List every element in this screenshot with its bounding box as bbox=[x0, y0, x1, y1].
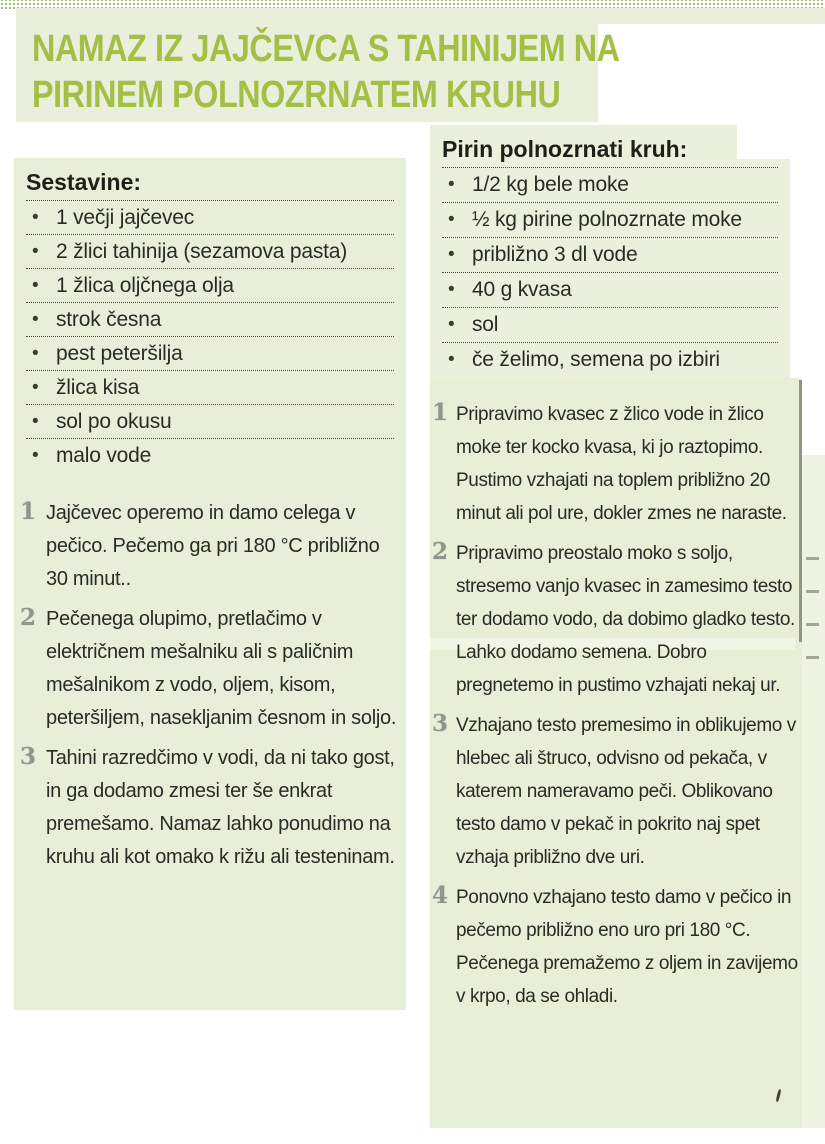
bread-ingredients-header: Pirin polnozrnati kruh: bbox=[442, 133, 778, 168]
bleed-dash bbox=[806, 623, 819, 626]
ingredient-text: pest peteršilja bbox=[56, 341, 183, 365]
page-bleed-strip bbox=[802, 455, 825, 1128]
bullet-icon: • bbox=[32, 376, 39, 398]
bread-ingredients-panel bbox=[430, 125, 790, 377]
bullet-icon: • bbox=[32, 444, 39, 466]
ingredient-text: 40 g kvasa bbox=[472, 278, 572, 301]
ingredient-row bbox=[26, 235, 394, 269]
step-item bbox=[16, 742, 406, 874]
spread-ingredients-header: Sestavine: bbox=[26, 166, 394, 201]
bullet-icon: • bbox=[448, 174, 455, 195]
ingredient-text: 1 žlica oljčnega olja bbox=[56, 273, 234, 297]
step-text: Pripravimo preostalo moko s soljo, stresemo vanjo kvasec in zamesimo testo ter dodamo vodo, da dobimo gladko testo. Lahko dodamo semena. Dobro pregnetemo in pustimo vzhajati nekaj ur. bbox=[456, 543, 795, 696]
bullet-icon: • bbox=[32, 410, 39, 432]
bullet-icon: • bbox=[448, 209, 455, 230]
ingredient-row bbox=[26, 201, 394, 235]
step-number: 3 bbox=[20, 743, 37, 770]
step-number: 3 bbox=[432, 710, 449, 737]
ingredient-text: sol po okusu bbox=[56, 409, 172, 433]
bullet-icon: • bbox=[448, 349, 455, 370]
ingredient-text: sol bbox=[472, 313, 499, 336]
bullet-icon: • bbox=[448, 279, 455, 300]
recipe-title-line-1: NAMAZ IZ JAJČEVCA S TAHINIJEM NA bbox=[32, 28, 620, 70]
ingredient-row bbox=[26, 371, 394, 405]
step-number: 1 bbox=[20, 498, 37, 525]
bread-steps-list bbox=[432, 398, 800, 1020]
step-item bbox=[432, 881, 800, 1013]
step-text: Jajčevec operemo in damo celega v pečico. Pečemo ga pri 180 °C približno 30 minut.. bbox=[46, 502, 380, 590]
ingredient-row bbox=[26, 439, 394, 472]
step-text: Vzhajano testo premesimo in oblikujemo v hlebec ali štruco, odvisno od pekača, v katerem nameravamo peči. Oblikovano testo damo v pekač in pokrito naj spet vzhaja približno dve uri. bbox=[456, 715, 796, 868]
spread-ingredients-panel bbox=[14, 158, 406, 472]
ingredient-text: malo vode bbox=[56, 443, 152, 467]
step-number: 1 bbox=[432, 399, 449, 426]
ingredient-text: ½ kg pirine polnozrnate moke bbox=[472, 208, 742, 231]
step-item bbox=[432, 709, 800, 874]
ingredient-row bbox=[442, 203, 778, 238]
bleed-dash bbox=[806, 590, 819, 593]
ingredient-row bbox=[442, 343, 778, 377]
ingredient-row bbox=[26, 337, 394, 371]
step-text: Pečenega olupimo, pretlačimo v električnem mešalniku ali s paličnim mešalnikom z vodo, oljem, kisom, peteršiljem, nasekljanim česnom in soljo. bbox=[46, 608, 397, 729]
ingredient-text: 1/2 kg bele moke bbox=[472, 173, 629, 196]
step-item bbox=[16, 497, 406, 596]
bullet-icon: • bbox=[32, 206, 39, 228]
step-number: 2 bbox=[432, 538, 449, 565]
step-text: Pripravimo kvasec z žlico vode in žlico moke ter kocko kvasa, ki jo raztopimo. Pustimo vzhajati na toplem približno 20 minut ali pol ure, dokler zmes ne naraste. bbox=[456, 404, 787, 524]
ingredient-row bbox=[26, 405, 394, 439]
step-text: Tahini razredčimo v vodi, da ni tako gost, in ga dodamo zmesi ter še enkrat premešamo. Namaz lahko ponudimo na kruhu ali kot omako k rižu ali testeninam. bbox=[46, 747, 395, 868]
bullet-icon: • bbox=[32, 274, 39, 296]
ingredient-text: žlica kisa bbox=[56, 375, 140, 399]
ingredient-row bbox=[26, 269, 394, 303]
step-item bbox=[432, 537, 800, 702]
ingredient-row bbox=[442, 273, 778, 308]
recipe-title bbox=[32, 26, 723, 118]
step-text: Ponovno vzhajano testo damo v pečico in pečemo približno eno uro pri 180 °C. Pečenega premažemo z oljem in zavijemo v krpo, da se ohladi. bbox=[456, 887, 798, 1007]
bleed-dash bbox=[806, 656, 819, 659]
ingredient-row bbox=[26, 303, 394, 337]
bullet-icon: • bbox=[32, 240, 39, 262]
bullet-icon: • bbox=[32, 342, 39, 364]
ingredient-row bbox=[442, 238, 778, 273]
ingredient-row bbox=[442, 308, 778, 343]
ingredient-text: če želimo, semena po izbiri bbox=[472, 348, 720, 371]
ingredient-text: 2 žlici tahinija (sezamova pasta) bbox=[56, 239, 348, 263]
step-item bbox=[432, 398, 800, 530]
step-number: 2 bbox=[20, 604, 37, 631]
ingredient-row bbox=[442, 168, 778, 203]
bullet-icon: • bbox=[448, 244, 455, 265]
step-item bbox=[16, 603, 406, 735]
bleed-dash bbox=[806, 557, 819, 560]
ingredient-text: strok česna bbox=[56, 307, 162, 331]
bullet-icon: • bbox=[448, 314, 455, 335]
recipe-title-line-2: PIRINEM POLNOZRNATEM KRUHU bbox=[32, 74, 561, 116]
ingredient-text: 1 večji jajčevec bbox=[56, 205, 195, 229]
bullet-icon: • bbox=[32, 308, 39, 330]
spread-steps-list bbox=[16, 497, 406, 881]
ingredient-text: približno 3 dl vode bbox=[472, 243, 638, 266]
step-number: 4 bbox=[432, 882, 449, 909]
